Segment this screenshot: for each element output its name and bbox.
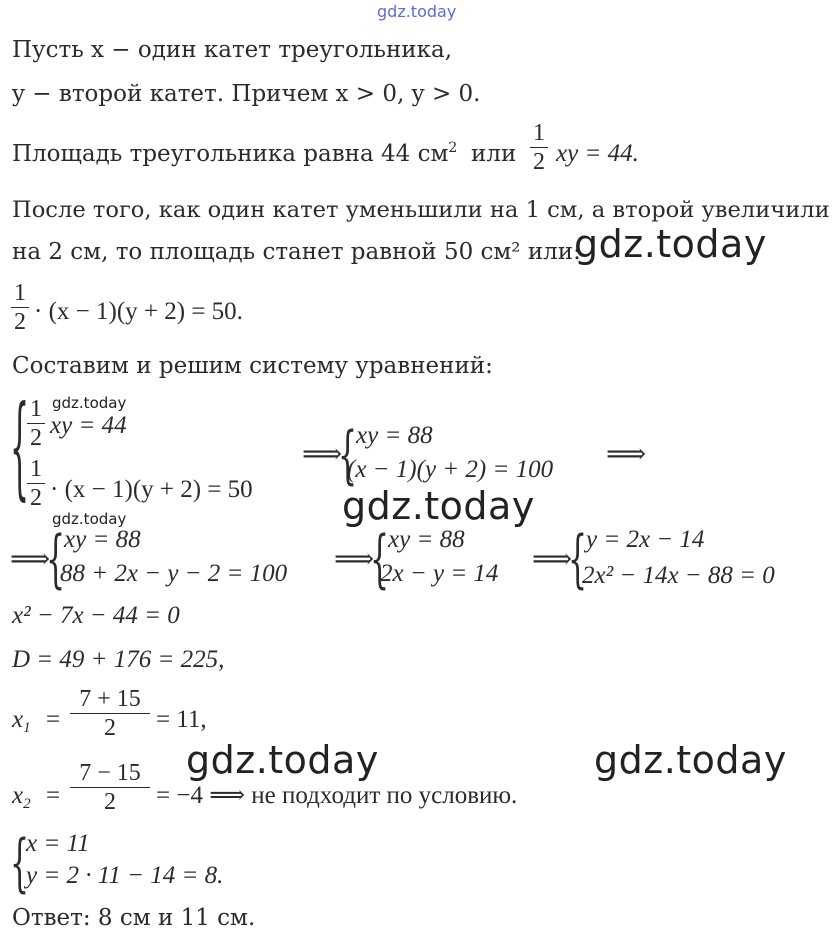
system-1-eq-2: · (x − 1)(y + 2) = 50 xyxy=(50,476,253,503)
implies-arrow-1: ⟹ xyxy=(302,439,343,470)
fraction-bar xyxy=(70,713,150,714)
watermark-3: gdz.today xyxy=(186,738,379,782)
system-4-brace: { xyxy=(370,524,390,598)
fraction-numerator: 1 xyxy=(30,396,42,422)
fraction-numerator: 1 xyxy=(14,280,26,306)
fraction-denominator: 2 xyxy=(533,149,545,175)
discriminant-line: D = 49 + 176 = 225, xyxy=(12,646,225,673)
system-3-eq-1: xy = 88 xyxy=(64,526,141,553)
final-y: y = 2 · 11 − 14 = 8. xyxy=(26,862,224,889)
fraction-bar xyxy=(530,147,548,148)
x2-result: = −4 ⟹ не подходит по условию. xyxy=(156,782,518,809)
line-3-text-a: Площадь треугольника равна 44 см xyxy=(12,141,449,167)
watermark-small-1: gdz.today xyxy=(52,394,127,412)
system-1-brace: { xyxy=(10,385,30,515)
answer-line: Ответ: 8 см и 11 см. xyxy=(12,905,256,931)
fraction-half-line6 xyxy=(11,280,29,335)
line-3-equation: xy = 44. xyxy=(556,140,639,167)
system-5-brace: { xyxy=(568,524,588,598)
fraction-half-line3 xyxy=(530,120,548,175)
x1-label xyxy=(12,706,31,734)
system-3-eq-2: 88 + 2x − y − 2 = 100 xyxy=(60,560,288,587)
implies-arrow-2: ⟹ xyxy=(606,439,647,470)
fraction-denominator: 2 xyxy=(14,309,26,335)
system-5-eq-2: 2x² − 14x − 88 = 0 xyxy=(582,562,775,589)
square-sup: 2 xyxy=(448,140,458,156)
x2-label xyxy=(12,782,31,810)
fraction-numerator: 1 xyxy=(30,456,42,482)
x2-var: x xyxy=(12,782,24,809)
quadratic-equation: x² − 7x − 44 = 0 xyxy=(12,602,180,629)
system-2-eq-2: (x − 1)(y + 2) = 100 xyxy=(347,456,554,483)
final-x: x = 11 xyxy=(26,830,90,857)
system-3-brace: { xyxy=(46,524,66,598)
or-word: или xyxy=(471,141,517,167)
implies-arrow-3: ⟹ xyxy=(10,544,51,575)
system-5-eq-1: y = 2x − 14 xyxy=(586,526,705,553)
line-6-equation: · (x − 1)(y + 2) = 50. xyxy=(34,298,243,325)
text-line-1 xyxy=(12,36,452,64)
x1-eq-sign: = xyxy=(46,706,61,733)
fraction-numerator: 1 xyxy=(533,120,545,146)
text-line-7: Составим и решим систему уравнений: xyxy=(12,353,493,379)
fraction-bar xyxy=(70,787,150,788)
line-2-text: y − второй катет. Причем x > 0, y > 0. xyxy=(12,81,481,107)
x1-result: = 11, xyxy=(156,706,207,733)
line-1-text: Пусть x − один катет треугольника, xyxy=(12,37,453,63)
x2-eq-sign: = xyxy=(46,782,61,809)
x1-var: x xyxy=(12,706,24,733)
implies-arrow-5: ⟹ xyxy=(532,544,573,575)
text-line-4: После того, как один катет уменьшили на 1 см, а второй увеличили xyxy=(12,197,830,223)
fraction-x2 xyxy=(70,760,150,815)
x2-numerator: 7 − 15 xyxy=(79,760,141,786)
watermark-top: gdz.today xyxy=(377,2,457,21)
system-2-brace: { xyxy=(338,420,358,494)
fraction-denominator: 2 xyxy=(30,485,42,511)
fraction-half-sys1b xyxy=(27,456,45,511)
system-4-eq-1: xy = 88 xyxy=(388,526,465,553)
fraction-bar xyxy=(11,307,29,308)
x2-subscript: 2 xyxy=(23,796,31,812)
fraction-half-sys1a xyxy=(27,396,45,451)
watermark-1: gdz.today xyxy=(574,222,767,266)
watermark-2: gdz.today xyxy=(342,484,535,528)
watermark-small-2: gdz.today xyxy=(52,510,127,528)
system-1-eq-1: xy = 44 xyxy=(50,412,127,439)
x1-subscript: 1 xyxy=(23,720,31,736)
implies-arrow-4: ⟹ xyxy=(334,544,375,575)
fraction-bar xyxy=(27,483,45,484)
x1-numerator: 7 + 15 xyxy=(79,686,141,712)
system-4-eq-2: 2x − y = 14 xyxy=(380,560,499,587)
text-line-2 xyxy=(12,80,480,108)
final-system-brace: { xyxy=(10,828,30,902)
text-line-3 xyxy=(12,140,457,168)
x2-denominator: 2 xyxy=(104,789,116,815)
fraction-x1 xyxy=(70,686,150,741)
x1-denominator: 2 xyxy=(104,715,116,741)
system-2-eq-1: xy = 88 xyxy=(356,422,433,449)
fraction-bar xyxy=(27,423,45,424)
text-line-5: на 2 см, то площадь станет равной 50 см² или: xyxy=(12,239,581,265)
fraction-denominator: 2 xyxy=(30,425,42,451)
watermark-4: gdz.today xyxy=(594,738,787,782)
